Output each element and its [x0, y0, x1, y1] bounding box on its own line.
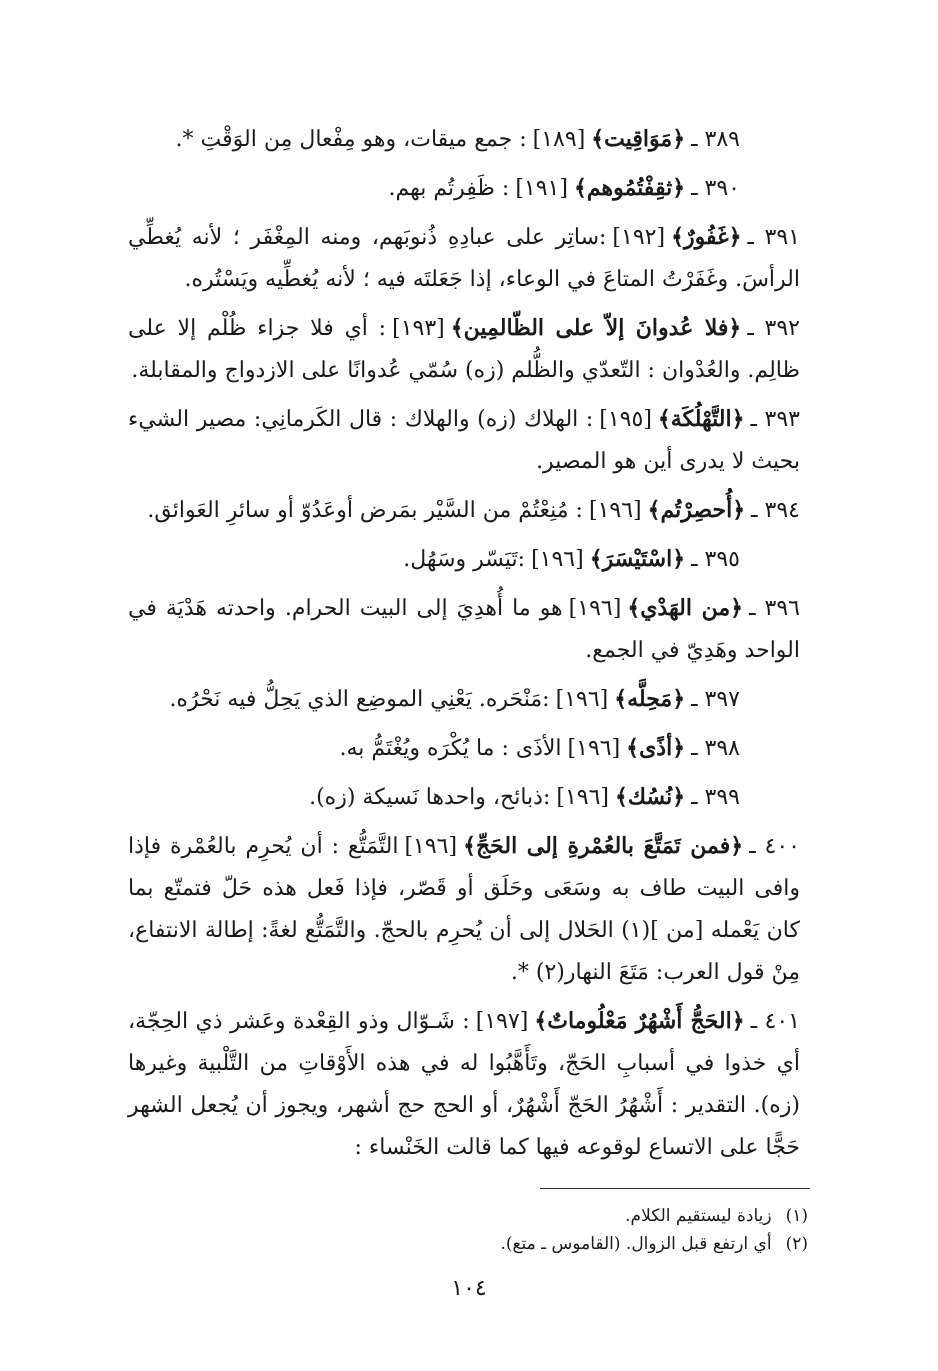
- verse-reference: [١٩٥]: [599, 407, 652, 432]
- entry-398: [128, 727, 800, 770]
- entry-term: ﴿التَّهْلُكَة﴾: [657, 406, 745, 432]
- entry-number: ٣٩٢ ـ: [747, 316, 800, 341]
- verse-reference: [١٩٧]: [475, 1009, 529, 1034]
- entry-text: : أي فلا جزاء ظُلْم إلا على ظالِم. والعُدْوان : التّعدّي والظُّلم (زه) سُمّي عُدوانًا على الازدواج والمقابلة.: [128, 316, 800, 383]
- entry-term: ﴿مَوَاقِيت﴾: [591, 126, 686, 152]
- entry-number: ٣٩١ ـ: [747, 225, 800, 250]
- verse-reference: [١٩٦]: [567, 736, 621, 761]
- entry-number: ٣٩٦ ـ: [749, 596, 800, 621]
- entry-text: : جمع ميقات، وهو مِفْعال مِن الوَقْتِ *.: [175, 127, 527, 152]
- entry-text: : ظَفِرتُم بهم.: [388, 176, 510, 201]
- entry-399: [128, 776, 800, 819]
- footnote-text: زيادة ليستقيم الكلام.: [625, 1206, 772, 1226]
- entry-number: ٤٠٠ ـ: [749, 834, 800, 859]
- entry-term: ﴿أُحصِرْتُم﴾: [647, 497, 746, 523]
- entry-number: ٣٩٧ ـ: [691, 687, 740, 712]
- entry-391: [128, 216, 800, 301]
- footnote-item: [140, 1230, 808, 1258]
- footnote-mark: (٢): [785, 1234, 808, 1254]
- entry-397: [128, 678, 800, 721]
- entry-term: ﴿نُسُك﴾: [615, 784, 686, 810]
- entry-term: ﴿أذًى﴾: [626, 735, 686, 761]
- entry-term: ﴿فلا عُدوانَ إلاّ على الظّالمِين﴾: [450, 315, 742, 341]
- verse-reference: [١٩٦]: [555, 687, 609, 712]
- footnote-mark: (١): [785, 1206, 808, 1226]
- entry-term: ﴿ثقِفْتُمُوهم﴾: [573, 175, 686, 201]
- entry-text: : شَـوّال وذو القِعْدة وعَشر ذي الحِجّة، أي خذوا في أسبابِ الحَجّ، وتَأَهَّبُوا له في هذه الأَوْقاتِ من التَّلْبية وغيرها (زه). التقدير : أَشْهُرُ الحَجّ أَشْهُرٌ، أو الحج حج أشهر، ويجوز أن يُجعل الشهر حَجًّا على الاتساع لوقوعه فيها كما قالت الخَنْساء :: [128, 1009, 800, 1160]
- entry-393: [128, 398, 800, 483]
- entry-number: ٣٩٩ ـ: [691, 785, 740, 810]
- entry-number: ٣٩٨ ـ: [691, 736, 740, 761]
- footnote-text: أي ارتفع قبل الزوال. (القاموس ـ متع).: [500, 1234, 772, 1254]
- entry-text: هو ما أُهدِيَ إلى البيت الحرام. واحدته هَدْيَة في الواحد وهَدِيّ في الجمع.: [128, 596, 800, 663]
- entry-term: ﴿فمن تَمَتَّعَ بالعُمْرةِ إلى الحَجِّ﴾: [463, 833, 744, 859]
- entry-396: [128, 587, 800, 672]
- verse-reference: [١٨٩]: [532, 127, 586, 152]
- footnotes: [140, 1202, 808, 1258]
- footnote-divider: [540, 1188, 810, 1189]
- verse-reference: [١٩٦]: [556, 785, 610, 810]
- entry-number: ٤٠١ ـ: [750, 1009, 800, 1034]
- entry-text: :ذبائح، واحدها نَسيكة (زه).: [309, 785, 551, 810]
- verse-reference: [١٩٦]: [568, 596, 622, 621]
- entry-400: [128, 825, 800, 994]
- verse-reference: [١٩٦]: [404, 834, 458, 859]
- entry-number: ٣٨٩ ـ: [691, 127, 740, 152]
- verse-reference: [١٩٣]: [392, 316, 445, 341]
- entry-term: ﴿اسْتَيْسَرَ﴾: [589, 546, 686, 572]
- entry-394: [128, 489, 800, 532]
- entry-390: [128, 167, 800, 210]
- entry-392: [128, 307, 800, 392]
- entry-number: ٣٩٤ ـ: [751, 498, 800, 523]
- entry-term: ﴿غَفُورٌ﴾: [671, 224, 742, 250]
- entry-text: الأذَى : ما يُكْرَه ويُغْتَمُّ به.: [339, 736, 562, 761]
- entry-395: [128, 538, 800, 581]
- entry-number: ٣٩٣ ـ: [750, 407, 800, 432]
- entry-number: ٣٩٥ ـ: [691, 547, 740, 572]
- entry-text: :مَنْحَره. يَعْنِي الموضِع الذي يَحِلُّ فيه نَحْرُه.: [169, 687, 550, 712]
- verse-reference: [١٩٢]: [612, 225, 666, 250]
- verse-reference: [١٩٦]: [531, 547, 584, 572]
- entry-389: [128, 118, 800, 161]
- page-number: ١٠٤: [451, 1276, 487, 1301]
- verse-reference: [١٩١]: [515, 176, 568, 201]
- entry-term: ﴿من الهَدْي﴾: [627, 595, 744, 621]
- footnote-item: [140, 1202, 808, 1230]
- entry-number: ٣٩٠ ـ: [691, 176, 740, 201]
- verse-reference: [١٩٦]: [588, 498, 642, 523]
- entry-text: : الهلاك (زه) والهلاك : قال الكَرمانِي: مصير الشيء بحيث لا يدرى أين هو المصير.: [128, 407, 800, 474]
- entry-term: ﴿الحَجُّ أَشْهُرٌ مَعْلُوماتٌ﴾: [534, 1008, 745, 1034]
- entry-text: :ساتِر على عبادِهِ ذُنوبَهم، ومنه المِغْفَر ؛ لأنه يُغطِّي الرأسَ. وغَفَرْتُ المتاعَ في الوعاء، إذا جَعَلتَه فيه ؛ لأنه يُغطِّيه ويَسْتُره.: [128, 225, 800, 292]
- entry-text: : مُنِعْتُمْ من السَّيْر بمَرض أوعَدُوّ أو سائرِ العَوائق.: [147, 498, 583, 523]
- entry-text: التَّمَتُّع : أن يُحرِم بالعُمْرة فإذا وافى البيت طاف به وسَعَى وحَلَق أو قَصّر، فإذا فَعل هذه حَلّ فتمتّع بما كان يَعْمله [من ](١) الحَلال إلى أن يُحرِم بالحجّ. والتَّمَتُّع لغةً: إطالة الانتفاع، مِنْ قول العرب: مَتَعَ النهار(٢) *.: [128, 834, 800, 985]
- entry-term: ﴿مَحِلَّه﴾: [614, 686, 686, 712]
- entry-text: :تَيَسّر وسَهُل.: [403, 547, 526, 572]
- entry-401: [128, 1000, 800, 1169]
